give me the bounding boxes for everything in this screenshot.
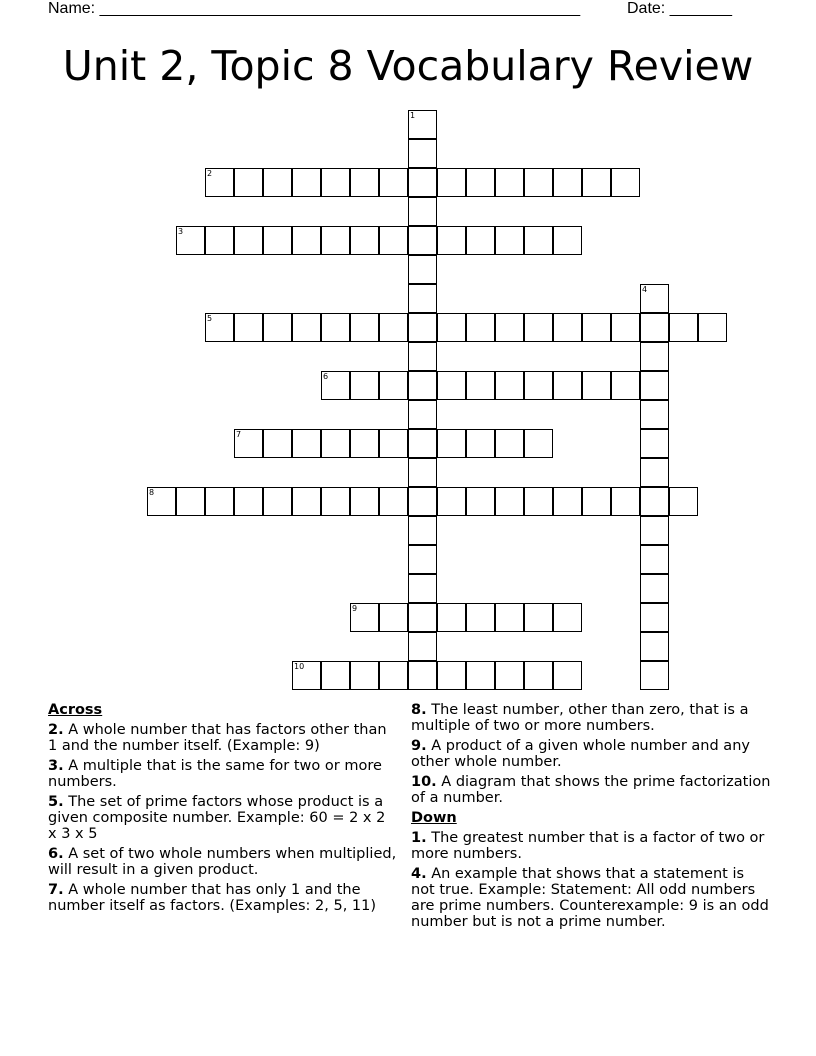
grid-cell[interactable] <box>553 168 582 197</box>
grid-cell[interactable] <box>524 429 553 458</box>
clues-right-column <box>411 702 771 934</box>
grid-cell[interactable] <box>640 632 669 661</box>
clue-text: A whole number that has factors other than 1 and the number itself. (Example: 9) <box>48 722 387 754</box>
grid-cell[interactable] <box>408 110 437 139</box>
grid-cell[interactable] <box>698 313 727 342</box>
grid-cell[interactable] <box>524 226 553 255</box>
grid-cell[interactable] <box>437 487 466 516</box>
clue-text: The set of prime factors whose product is a given composite number. Example: 60 = 2 x 2 x 3 x 5 <box>48 794 386 842</box>
grid-cell[interactable] <box>495 226 524 255</box>
clue-text: An example that shows that a statement is not true. Example: Statement: All odd numbers are prime numbers. Counterexample: 9 is an odd number but is not a prime number. <box>411 866 769 930</box>
grid-cell[interactable] <box>350 168 379 197</box>
grid-cell[interactable] <box>408 487 437 516</box>
cell-number: 10 <box>294 662 305 671</box>
grid-cell[interactable] <box>466 429 495 458</box>
grid-cell[interactable] <box>408 458 437 487</box>
across-clue-3 <box>48 758 398 790</box>
grid-cell[interactable] <box>524 661 553 690</box>
grid-cell[interactable] <box>408 284 437 313</box>
grid-cell[interactable] <box>640 574 669 603</box>
clue-number: 7. <box>48 882 64 898</box>
grid-cell[interactable] <box>350 429 379 458</box>
grid-cell[interactable] <box>437 429 466 458</box>
clue-number: 2. <box>48 722 64 738</box>
grid-cell[interactable] <box>669 313 698 342</box>
grid-cell[interactable] <box>640 661 669 690</box>
grid-cell[interactable] <box>640 313 669 342</box>
grid-cell[interactable] <box>292 487 321 516</box>
grid-cell[interactable] <box>263 487 292 516</box>
grid-cell[interactable] <box>350 313 379 342</box>
grid-cell[interactable] <box>292 226 321 255</box>
down-heading: Down <box>411 810 457 826</box>
grid-cell[interactable] <box>234 487 263 516</box>
grid-cell[interactable] <box>640 603 669 632</box>
grid-cell[interactable] <box>379 487 408 516</box>
grid-cell[interactable] <box>466 487 495 516</box>
cell-number: 2 <box>207 169 213 178</box>
grid-cell[interactable] <box>524 487 553 516</box>
grid-cell[interactable] <box>408 313 437 342</box>
grid-cell[interactable] <box>466 661 495 690</box>
clue-number: 6. <box>48 846 64 862</box>
grid-cell[interactable] <box>234 226 263 255</box>
date-field-label[interactable]: Date: _______ <box>627 0 732 17</box>
grid-cell[interactable] <box>466 371 495 400</box>
grid-cell[interactable] <box>205 168 234 197</box>
grid-cell[interactable] <box>466 168 495 197</box>
grid-cell[interactable] <box>408 632 437 661</box>
grid-cell[interactable] <box>408 603 437 632</box>
grid-cell[interactable] <box>466 603 495 632</box>
down-clue-1 <box>411 830 771 862</box>
grid-cell[interactable] <box>379 168 408 197</box>
grid-cell[interactable] <box>408 168 437 197</box>
grid-cell[interactable] <box>495 429 524 458</box>
grid-cell[interactable] <box>640 545 669 574</box>
clue-text: A whole number that has only 1 and the number itself as factors. (Examples: 2, 5, 11) <box>48 882 377 914</box>
grid-cell[interactable] <box>321 429 350 458</box>
cell-number: 8 <box>149 488 155 497</box>
cell-number: 1 <box>410 111 416 120</box>
grid-cell[interactable] <box>640 487 669 516</box>
clue-number: 5. <box>48 794 64 810</box>
grid-cell[interactable] <box>437 168 466 197</box>
grid-cell[interactable] <box>321 661 350 690</box>
grid-cell[interactable] <box>408 139 437 168</box>
clue-text: The greatest number that is a factor of two or more numbers. <box>411 830 765 862</box>
grid-cell[interactable] <box>292 661 321 690</box>
grid-cell[interactable] <box>466 226 495 255</box>
grid-cell[interactable] <box>408 371 437 400</box>
grid-cell[interactable] <box>553 226 582 255</box>
grid-cell[interactable] <box>350 226 379 255</box>
grid-cell[interactable] <box>408 400 437 429</box>
clue-number: 8. <box>411 702 427 718</box>
clue-number: 1. <box>411 830 427 846</box>
cell-number: 6 <box>323 372 329 381</box>
cell-number: 9 <box>352 604 358 613</box>
grid-cell[interactable] <box>379 371 408 400</box>
name-field-label[interactable]: Name: ______________________________________________________ <box>48 0 581 17</box>
grid-cell[interactable] <box>350 603 379 632</box>
clue-text: A set of two whole numbers when multiplied, will result in a given product. <box>48 846 397 878</box>
grid-cell[interactable] <box>408 429 437 458</box>
across-clue-9 <box>411 738 771 770</box>
across-clue-8 <box>411 702 771 734</box>
grid-cell[interactable] <box>379 661 408 690</box>
grid-cell[interactable] <box>408 545 437 574</box>
grid-cell[interactable] <box>437 661 466 690</box>
grid-cell[interactable] <box>408 226 437 255</box>
clues-left-column <box>48 702 398 918</box>
grid-cell[interactable] <box>350 371 379 400</box>
grid-cell[interactable] <box>408 516 437 545</box>
grid-cell[interactable] <box>495 487 524 516</box>
grid-cell[interactable] <box>234 429 263 458</box>
grid-cell[interactable] <box>292 429 321 458</box>
across-clue-7 <box>48 882 398 914</box>
grid-cell[interactable] <box>321 487 350 516</box>
grid-cell[interactable] <box>408 255 437 284</box>
clue-number: 9. <box>411 738 427 754</box>
grid-cell[interactable] <box>611 371 640 400</box>
grid-cell[interactable] <box>553 661 582 690</box>
grid-cell[interactable] <box>408 574 437 603</box>
grid-cell[interactable] <box>495 371 524 400</box>
grid-cell[interactable] <box>437 371 466 400</box>
grid-cell[interactable] <box>524 603 553 632</box>
grid-cell[interactable] <box>234 313 263 342</box>
grid-cell[interactable] <box>437 603 466 632</box>
grid-cell[interactable] <box>379 429 408 458</box>
grid-cell[interactable] <box>553 371 582 400</box>
grid-cell[interactable] <box>437 313 466 342</box>
grid-cell[interactable] <box>263 226 292 255</box>
across-clue-5 <box>48 794 398 842</box>
grid-cell[interactable] <box>495 661 524 690</box>
grid-cell[interactable] <box>263 429 292 458</box>
grid-cell[interactable] <box>437 226 466 255</box>
grid-cell[interactable] <box>524 313 553 342</box>
grid-cell[interactable] <box>640 342 669 371</box>
grid-cell[interactable] <box>640 371 669 400</box>
grid-cell[interactable] <box>582 371 611 400</box>
grid-cell[interactable] <box>495 603 524 632</box>
grid-cell[interactable] <box>640 458 669 487</box>
grid-cell[interactable] <box>553 603 582 632</box>
cell-number: 7 <box>236 430 242 439</box>
cell-number: 5 <box>207 314 213 323</box>
grid-cell[interactable] <box>147 487 176 516</box>
across-clue-6 <box>48 846 398 878</box>
grid-cell[interactable] <box>553 487 582 516</box>
grid-cell[interactable] <box>176 226 205 255</box>
grid-cell[interactable] <box>640 284 669 313</box>
grid-cell[interactable] <box>495 168 524 197</box>
grid-cell[interactable] <box>263 168 292 197</box>
grid-cell[interactable] <box>669 487 698 516</box>
clue-number: 10. <box>411 774 437 790</box>
grid-cell[interactable] <box>611 313 640 342</box>
grid-cell[interactable] <box>408 197 437 226</box>
grid-cell[interactable] <box>379 313 408 342</box>
across-heading: Across <box>48 702 103 718</box>
grid-cell[interactable] <box>379 226 408 255</box>
grid-cell[interactable] <box>582 168 611 197</box>
grid-cell[interactable] <box>321 168 350 197</box>
grid-cell[interactable] <box>205 226 234 255</box>
clue-number: 3. <box>48 758 64 774</box>
across-clue-2 <box>48 722 398 754</box>
grid-cell[interactable] <box>263 313 292 342</box>
clue-text: A product of a given whole number and any other whole number. <box>411 738 750 770</box>
cell-number: 3 <box>178 227 184 236</box>
page-title: Unit 2, Topic 8 Vocabulary Review <box>62 42 754 90</box>
grid-cell[interactable] <box>582 313 611 342</box>
grid-cell[interactable] <box>379 603 408 632</box>
grid-cell[interactable] <box>611 168 640 197</box>
grid-cell[interactable] <box>611 487 640 516</box>
grid-cell[interactable] <box>176 487 205 516</box>
cell-number: 4 <box>642 285 648 294</box>
grid-cell[interactable] <box>350 661 379 690</box>
grid-cell[interactable] <box>234 168 263 197</box>
grid-cell[interactable] <box>495 313 524 342</box>
grid-cell[interactable] <box>466 313 495 342</box>
grid-cell[interactable] <box>640 429 669 458</box>
grid-cell[interactable] <box>205 487 234 516</box>
clue-text: A multiple that is the same for two or more numbers. <box>48 758 382 790</box>
down-clue-4 <box>411 866 771 930</box>
across-clue-10 <box>411 774 771 806</box>
clue-text: The least number, other than zero, that is a multiple of two or more numbers. <box>411 702 749 734</box>
grid-cell[interactable] <box>408 661 437 690</box>
grid-cell[interactable] <box>408 342 437 371</box>
grid-cell[interactable] <box>321 313 350 342</box>
grid-cell[interactable] <box>321 226 350 255</box>
grid-cell[interactable] <box>524 168 553 197</box>
grid-cell[interactable] <box>292 313 321 342</box>
grid-cell[interactable] <box>553 313 582 342</box>
grid-cell[interactable] <box>640 516 669 545</box>
grid-cell[interactable] <box>524 371 553 400</box>
grid-cell[interactable] <box>321 371 350 400</box>
grid-cell[interactable] <box>205 313 234 342</box>
grid-cell[interactable] <box>640 400 669 429</box>
clue-text: A diagram that shows the prime factorization of a number. <box>411 774 771 806</box>
clue-number: 4. <box>411 866 427 882</box>
grid-cell[interactable] <box>350 487 379 516</box>
grid-cell[interactable] <box>292 168 321 197</box>
grid-cell[interactable] <box>582 487 611 516</box>
